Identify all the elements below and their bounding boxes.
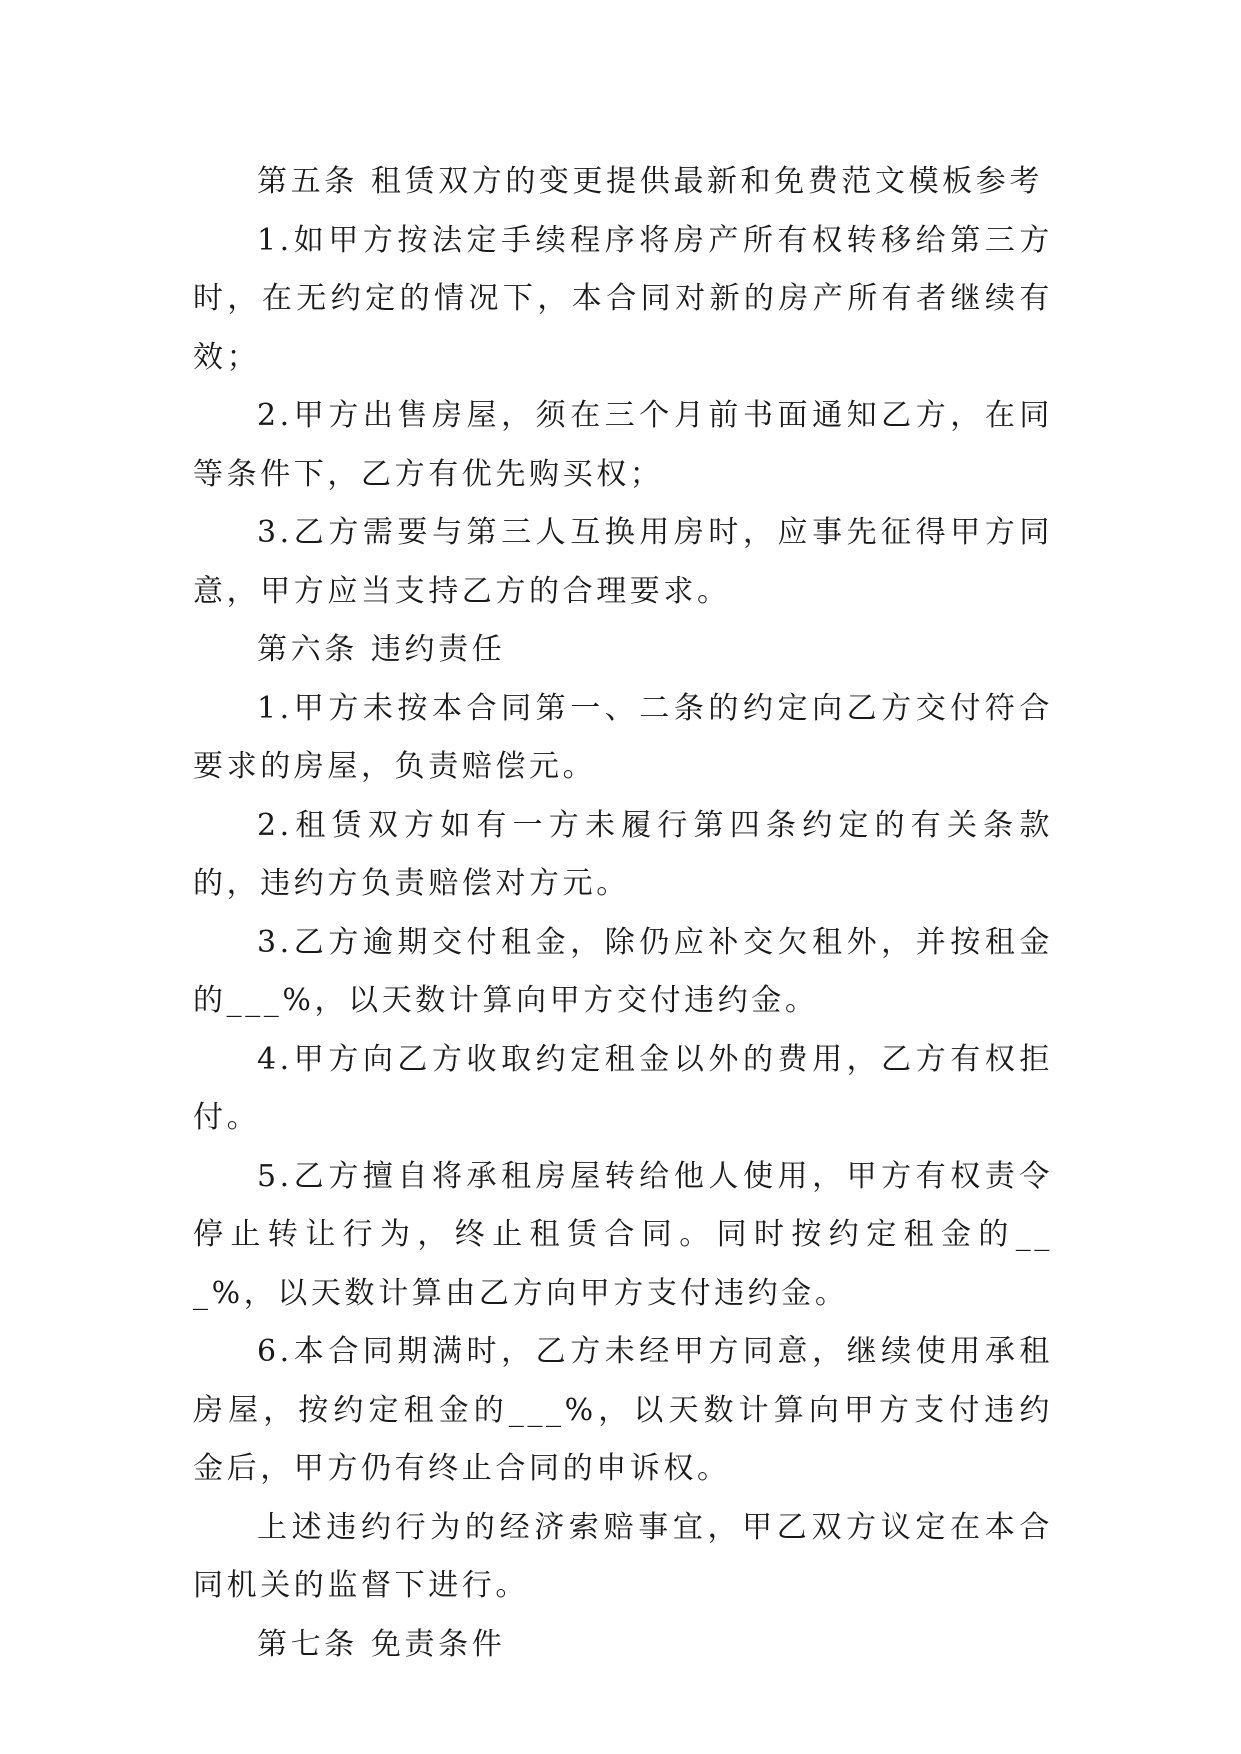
article-5-clause-3: 3.乙方需要与第三人互换用房时，应事先征得甲方同意，甲方应当支持乙方的合理要求。 xyxy=(193,515,1053,609)
article-6-clause-1: 1.甲方未按本合同第一、二条的约定向乙方交付符合要求的房屋，负责赔偿元。 xyxy=(193,690,1053,784)
article-6-clause-4: 4.甲方向乙方收取约定租金以外的费用，乙方有权拒付。 xyxy=(193,1041,1053,1135)
article-7-heading: 第七条 免责条件 xyxy=(257,1626,506,1662)
article-5-clause-2: 2.甲方出售房屋，须在三个月前书面通知乙方，在同等条件下，乙方有优先购买权； xyxy=(193,398,1053,492)
article-6-heading: 第六条 违约责任 xyxy=(257,632,506,667)
article-6-clause-2: 2.租赁双方如有一方未履行第四条约定的有关条款的，违约方负责赔偿对方元。 xyxy=(193,807,1053,901)
article-6-clause-5: 5.乙方擅自将承租房屋转给他人使用，甲方有权责令停止转让行为，终止租赁合同。同时按约定租金的___%，以天数计算由乙方向甲方支付违约金。 xyxy=(193,1158,1053,1311)
article-5-clause-1: 1.如甲方按法定手续程序将房产所有权转移给第三方时，在无约定的情况下，本合同对新的房产所有者继续有效； xyxy=(193,222,1053,375)
article-6-note: 上述违约行为的经济索赔事宜，甲乙双方议定在本合同机关的监督下进行。 xyxy=(193,1509,1053,1603)
article-5-heading: 第五条 租赁双方的变更提供最新和免费范文模板参考 xyxy=(257,164,1043,199)
article-6-clause-3: 3.乙方逾期交付租金，除仍应补交欠租外，并按租金的___%，以天数计算向甲方交付违约金。 xyxy=(193,924,1053,1018)
document-body xyxy=(193,153,1053,1674)
article-6-clause-6: 6.本合同期满时，乙方未经甲方同意，继续使用承租房屋，按约定租金的___%，以天数计算向甲方支付违约金后，甲方仍有终止合同的申诉权。 xyxy=(193,1334,1053,1486)
